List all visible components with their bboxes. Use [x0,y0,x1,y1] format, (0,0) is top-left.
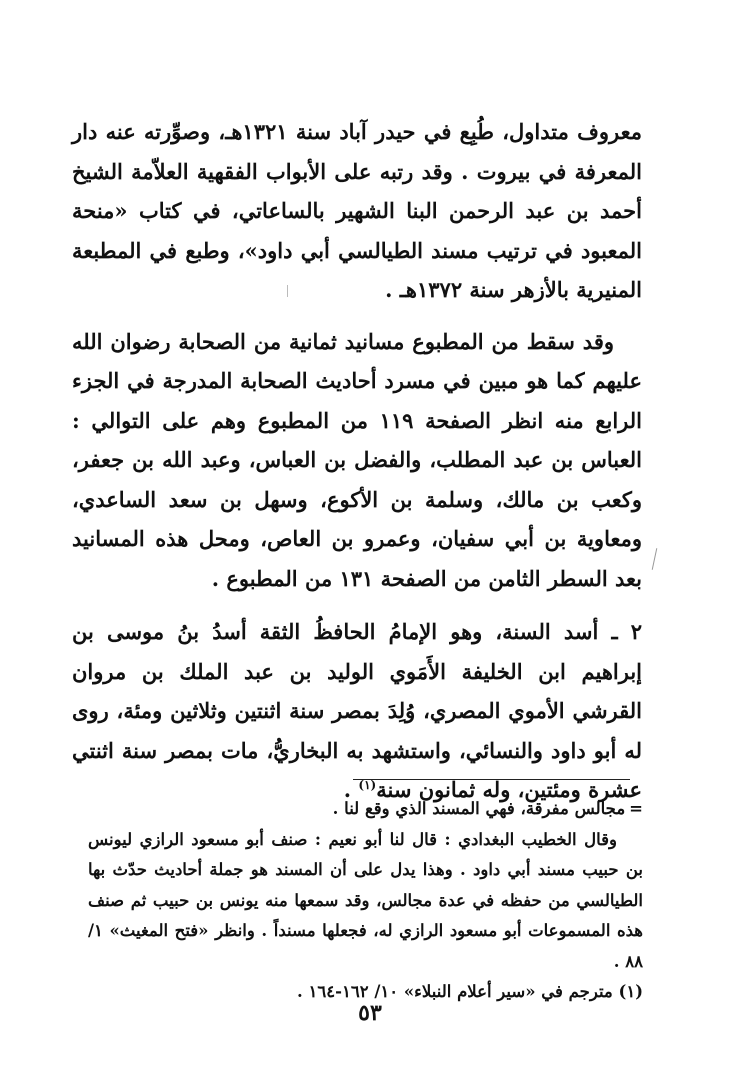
continuation-marker: = [629,799,643,818]
continuation-text: مجالس مفرقة، فهي المسند الذي وقع لنا . [332,799,626,818]
entry-number: ٢ ـ [611,619,642,644]
scan-artifact [652,548,658,570]
footnote-khatib-quote: وقال الخطيب البغدادي : قال لنا أبو نعيم : صنف أبو مسعود الرازي ليونس بن حبيب مسند أبي داود . وهذا يدل على أن المسند هو جملة أحاديث حدّث بها الطيالسي من حفظه في عدة مجالس، وقد سمعها منه يونس بن حبيب ثم صنف هذه المسموعات أبو مسعود الرازي له، فجعلها مسنداً . وانظر «فتح المغيث» ١/ ٨٨ . [88,829,643,971]
main-body-text [72,112,642,810]
page-number: ٥٣ [358,1000,382,1026]
scan-artifact [287,285,288,297]
entry-end: . [343,777,359,802]
footnotes-section [88,794,643,1008]
entry-text: أسد السنة، وهو الإمامُ الحافظُ الثقة أسدُ بنُ موسى بن إبراهيم ابن الخليفة الأَمَوي الوليد بن عبد الملك بن مروان القرشي الأموي المصري، وُلِدَ بمصر سنة اثنتين وثلاثين ومئة، روى له أبو داود والنسائي، واستشهد به البخاريُّ، مات بمصر سنة اثنتي عشرة ومئتين، وله ثمانون سنة [72,619,642,802]
footnote-continuation [88,794,643,825]
paragraph-missing-musnads: وقد سقط من المطبوع مسانيد ثمانية من الصحابة رضوان الله عليهم كما هو مبين في مسرد أحاديث الصحابة المدرجة في الجزء الرابع منه انظر الصفحة ١١٩ من المطبوع وهم على التوالي : العباس بن عبد المطلب، والفضل بن العباس، وعبد الله بن جعفر، وكعب بن مالك، وسلمة بن الأكوع، وسهل بن سعد الساعدي، ومعاوية بن أبي سفيان، وعمرو بن العاص، ومحل هذه المسانيد بعد السطر الثامن من الصفحة ١٣١ من المطبوع . [72,328,642,591]
footnote-divider [353,779,630,780]
footnote-reference: (١) [358,778,377,792]
paragraph-musnad-description: معروف متداول، طُبِع في حيدر آباد سنة ١٣٢١هـ، وصوِّرته عنه دار المعرفة في بيروت . وقد رتبه على الأبواب الفقهية العلاّمة الشيخ أحمد بن عبد الرحمن البنا الشهير بالساعاتي، في كتاب «منحة المعبود في ترتيب مسند الطيالسي أبي داود»، وطبع في المطبعة المنيرية بالأزهر سنة ١٣٧٢هـ . [72,119,642,302]
footnote-1: (١) مترجم في «سير أعلام النبلاء» ١٠/ ١٦٢-١٦٤ . [297,982,643,1001]
